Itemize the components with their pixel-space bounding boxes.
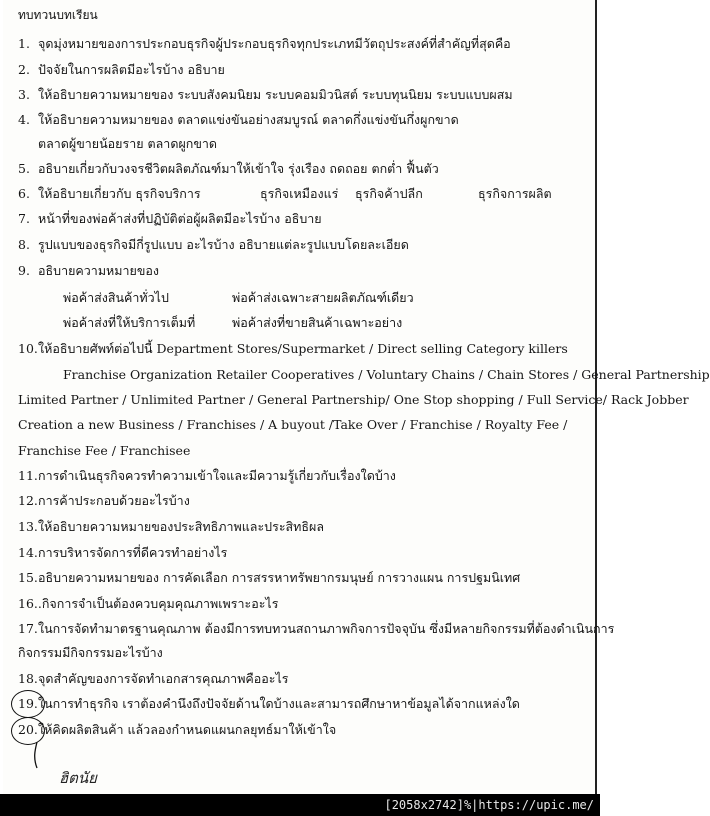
question-6-mining: ธุรกิจเหมืองแร่ (260, 186, 339, 201)
question-15: 15.อธิบายความหมายของ การคัดเลือก การสรรหาทรัพยากรมนุษย์ การวางแผน การปฐมนิเทศ (18, 570, 521, 585)
image-host-footer: [2058x2742]%|https://upic.me/ (0, 794, 600, 816)
question-6: 6. ให้อธิบายเกี่ยวกับ ธุรกิจบริการ (18, 186, 201, 201)
question-19: 19.ในการทำธุรกิจ เราต้องคำนึงถึงปัจจัยด้านใดบ้างและสามารถศึกษาหาข้อมูลได้จากแหล่งใด (18, 696, 520, 711)
question-9-general-wholesaler: พ่อค้าส่งสินค้าทั่วไป (63, 290, 169, 305)
question-17-continued: กิจกรรมมีกิจกรรมอะไรบ้าง (18, 645, 163, 660)
question-4: 4. ให้อธิบายความหมายของ ตลาดแข่งขันอย่างสมบูรณ์ ตลาดกึ่งแข่งขันกึ่งผูกขาด (18, 112, 459, 127)
question-10: 10.ให้อธิบายศัพท์ต่อไปนี้ Department Stores/Supermarket / Direct selling Category killers (18, 341, 568, 356)
question-12: 12.การค้าประกอบด้วยอะไรบ้าง (18, 493, 190, 508)
handwritten-note: ฮิตนัย (59, 769, 97, 787)
question-5: 5. อธิบายเกี่ยวกับวงจรชีวิตผลิตภัณฑ์มาให้เข้าใจ รุ่งเรือง ถดถอย ตกต่ำ ฟื้นตัว (18, 161, 439, 176)
question-9: 9. อธิบายความหมายของ (18, 263, 160, 278)
question-17: 17.ในการจัดทำมาตรฐานคุณภาพ ต้องมีการทบทวนสถานภาพกิจการปัจจุบัน ซึ่งมีหลายกิจกรรมที่ต้องดำเนินการ (18, 621, 615, 636)
question-20: 20.ให้คิดผลิตสินค้า แล้วลองกำหนดแผนกลยุทธ์มาให้เข้าใจ (18, 722, 337, 737)
question-10-terms-line-4: Creation a new Business / Franchises / A buyout /Take Over / Franchise / Royalty Fee / (18, 417, 568, 432)
question-13: 13.ให้อธิบายความหมายของประสิทธิภาพและประสิทธิผล (18, 519, 325, 534)
question-9-full-service-wholesaler: พ่อค้าส่งที่ให้บริการเต็มที่ (63, 315, 196, 330)
question-11: 11.การดำเนินธุรกิจควรทำความเข้าใจและมีความรู้เกี่ยวกับเรื่องใดบ้าง (18, 468, 396, 483)
handwritten-circle-19 (11, 690, 45, 718)
question-6-retail: ธุรกิจค้าปลีก (355, 186, 423, 201)
question-4-continued: ตลาดผู้ขายน้อยราย ตลาดผูกขาด (38, 136, 218, 151)
question-2: 2. ปัจจัยในการผลิตมีอะไรบ้าง อธิบาย (18, 62, 225, 77)
handwritten-pointer-line (23, 740, 53, 770)
question-10-terms-line-3: Limited Partner / Unlimited Partner / General Partnership/ One Stop shopping / Full Service/ Rack Jobber (18, 392, 689, 407)
question-10-terms-line-2: Franchise Organization Retailer Cooperatives / Voluntary Chains / Chain Stores / General Partnership (63, 367, 710, 382)
page-heading: ทบทวนบทเรียน (18, 8, 98, 22)
question-14: 14.การบริหารจัดการที่ดีควรทำอย่างไร (18, 545, 228, 560)
question-6-manufacturing: ธุรกิจการผลิต (478, 186, 552, 201)
question-1: 1. จุดมุ่งหมายของการประกอบธุรกิจผู้ประกอบธุรกิจทุกประเภทมีวัตถุประสงค์ที่สำคัญที่สุดคือ (18, 36, 511, 51)
question-16: 16..กิจการจำเป็นต้องควบคุมคุณภาพเพราะอะไร (18, 596, 279, 611)
question-9-specialty-wholesaler: พ่อค้าส่งที่ขายสินค้าเฉพาะอย่าง (232, 315, 403, 330)
question-8: 8. รูปแบบของธุรกิจมีกี่รูปแบบ อะไรบ้าง อธิบายแต่ละรูปแบบโดยละเอียด (18, 237, 409, 252)
question-9-single-line-wholesaler: พ่อค้าส่งเฉพาะสายผลิตภัณฑ์เดียว (232, 290, 414, 305)
question-7: 7. หน้าที่ของพ่อค้าส่งที่ปฏิบัติต่อผู้ผลิตมีอะไรบ้าง อธิบาย (18, 211, 322, 226)
document-page (3, 0, 710, 794)
question-3: 3. ให้อธิบายความหมายของ ระบบสังคมนิยม ระบบคอมมิวนิสต์ ระบบทุนนิยม ระบบแบบผสม (18, 87, 513, 102)
question-18: 18.จุดสำคัญของการจัดทำเอกสารคุณภาพคืออะไร (18, 671, 289, 686)
question-10-terms-line-5: Franchise Fee / Franchisee (18, 443, 191, 458)
